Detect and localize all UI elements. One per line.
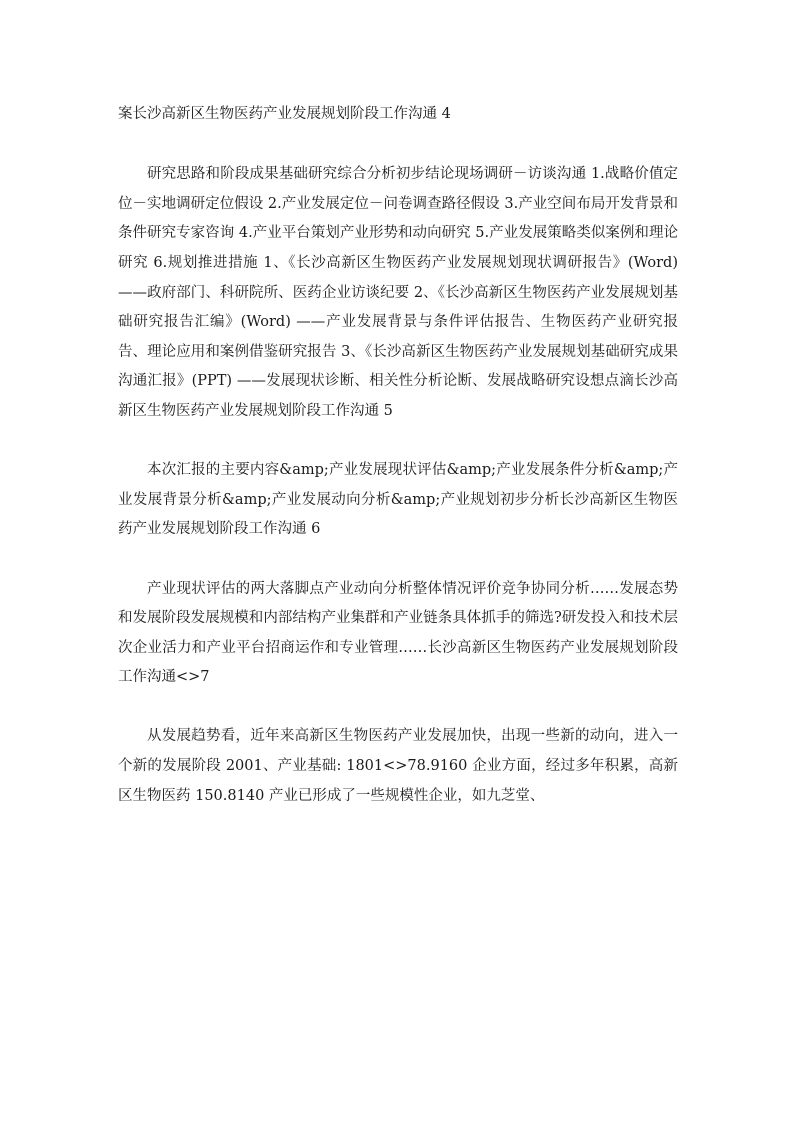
paragraph-spacer <box>118 130 678 161</box>
paragraph-status-evaluation: 产业现状评估的两大落脚点产业动向分析整体情况评价竞争协同分析……发展态势和发展阶段发展规模和内部结构产业集群和产业链条具体抓手的筛选?研发投入和技术层次企业活力和产业平台招商运作和专业管理……长沙高新区生物医药产业发展规划阶段工作沟通<>7 <box>118 580 678 686</box>
paragraph-development-trend: 从发展趋势看，近年来高新区生物医药产业发展加快，出现一些新的动向，进入一个新的发展阶段 2001、产业基础: 1801<>78.9160 企业方面，经过多年积累，高新区生物医药 150.8140 产业已形成了一些规模性企业，如九芝堂、 <box>118 728 678 804</box>
document-heading: 案长沙高新区生物医药产业发展规划阶段工作沟通 4 <box>118 106 451 122</box>
paragraph-spacer <box>118 545 678 575</box>
paragraph-spacer <box>118 693 678 723</box>
paragraph-research-approach: 研究思路和阶段成果基础研究综合分析初步结论现场调研－访谈沟通 1.战略价值定位－实地调研定位假设 2.产业发展定位－问卷调查路径假设 3.产业空间布局开发背景和条件研究专家咨询 4.产业平台策划产业形势和动向研究 5.产业发展策略类似案例和理论研究 6.规划推进措施 1、《长沙高新区生物医药产业发展规划现状调研报告》(Word) ——政府部门、科研院所、医药企业访谈纪要 2、《长沙高新区生物医药产业发展规划基础研究报告汇编》(Word) ——产业发展背景与条件评估报告、生物医药产业研究报告、理论应用和案例借鉴研究报告 3、《长沙高新区生物医药产业发展规划基础研究成果沟通汇报》(PPT) ——发展现状诊断、相关性分析论断、发展战略研究设想点滴长沙高新区生物医药产业发展规划阶段工作沟通 5 <box>118 166 678 419</box>
paragraph-report-contents: 本次汇报的主要内容&amp;产业发展现状评估&amp;产业发展条件分析&amp;产业发展背景分析&amp;产业发展动向分析&amp;产业规划初步分析长沙高新区生物医药产业发展规划阶段工作沟通 6 <box>118 462 678 538</box>
document-body <box>118 100 678 811</box>
paragraph-spacer <box>118 427 678 457</box>
